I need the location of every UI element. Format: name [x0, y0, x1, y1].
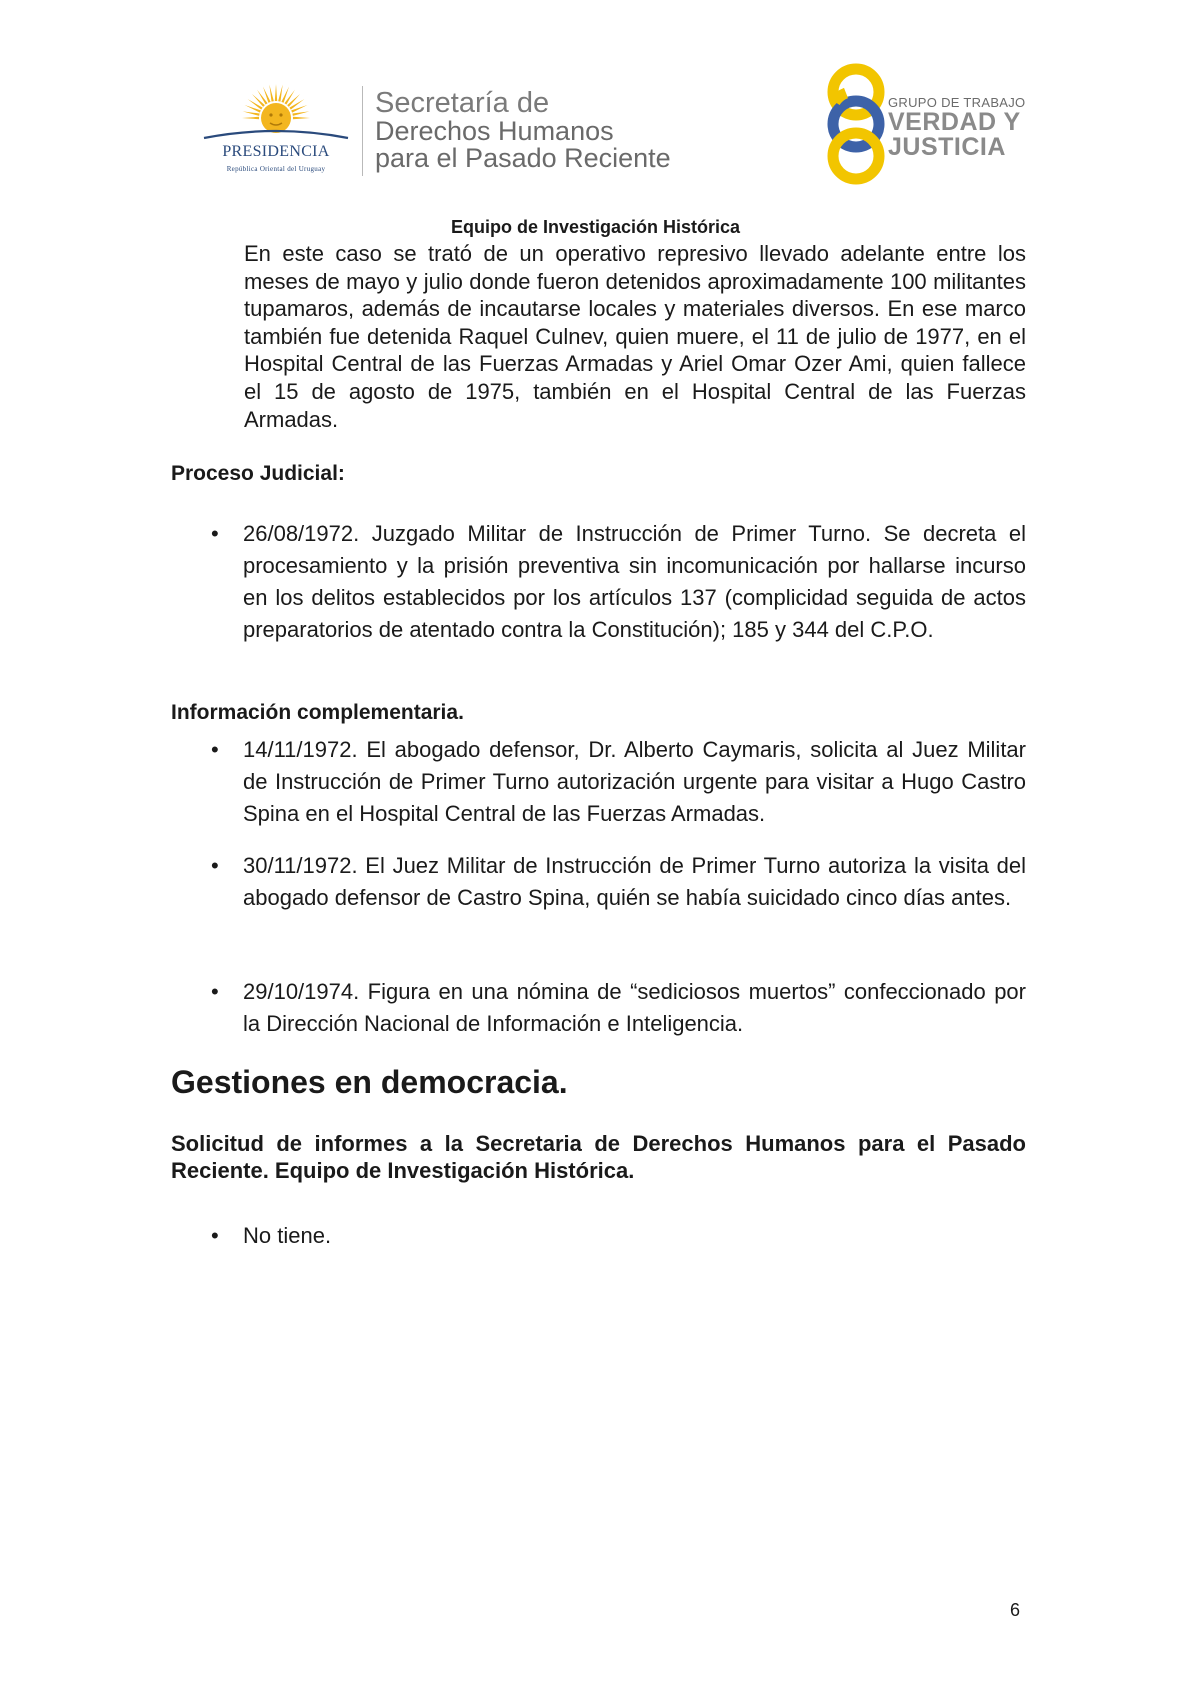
list-item-text: 30/11/1972. El Juez Militar de Instrucción de Primer Turno autoriza la visita del abogado defensor de Castro Spina, quién se había suicidado cinco días antes. [243, 853, 1026, 910]
secretaria-line-2: Derechos Humanos [375, 116, 614, 146]
bullet-icon: • [211, 1223, 219, 1248]
secretaria-line-1: Secretaría de [375, 87, 550, 119]
secretaria-line-3: para el Pasado Reciente [375, 143, 671, 173]
page-number: 6 [1010, 1600, 1021, 1620]
list-item-text: 26/08/1972. Juzgado Militar de Instrucción de Primer Turno. Se decreta el procesamiento y la prisión preventiva sin incomunicación por hallarse incurso en los delitos establecidos por los artículos 137 (complicidad seguida de actos preparatorios de atentado contra la Constitución); 185 y 344 del C.P.O. [243, 521, 1026, 642]
proceso-judicial-heading: Proceso Judicial: [171, 462, 345, 485]
presidencia-name: PRESIDENCIA [222, 143, 330, 160]
secretaria-logo-text [375, 88, 671, 172]
informacion-complementaria-heading: Información complementaria. [171, 701, 464, 724]
list-item-text: 14/11/1972. El abogado defensor, Dr. Alberto Caymaris, solicita al Juez Militar de Instrucción de Primer Turno autorización urgente para visitar a Hugo Castro Spina en el Hospital Central de las Fuerzas Armadas. [243, 737, 1026, 826]
team-title: Equipo de Investigación Histórica [450, 217, 741, 237]
grupo-trabajo-line-2: VERDAD Y [888, 108, 1021, 136]
presidencia-subtitle: República Oriental del Uruguay [226, 165, 326, 173]
grupo-trabajo-line-3: JUSTICIA [888, 133, 1006, 161]
grupo-trabajo-line-1: GRUPO DE TRABAJO [888, 95, 1026, 110]
bullet-icon: • [211, 979, 219, 1004]
presidencia-logo [196, 80, 356, 180]
sun-emblem-icon [196, 80, 356, 144]
gestiones-title: Gestiones en democracia. [171, 1064, 568, 1100]
solicitud-paragraph: Solicitud de informes a la Secretaria de Derechos Humanos para el Pasado Reciente. Equipo de Investigación Histórica. [171, 1131, 1026, 1183]
intro-paragraph: En este caso se trató de un operativo represivo llevado adelante entre los meses de mayo y julio donde fueron detenidos aproximadamente 100 militantes tupamaros, además de incautarse locales y materiales diversos. En ese marco también fue detenida Raquel Culnev, quien muere, el 11 de julio de 1977, en el Hospital Central de las Fuerzas Armadas y Ariel Omar Ozer Ami, quien fallece el 15 de agosto de 1975, también en el Hospital Central de las Fuerzas Armadas. [244, 241, 1026, 432]
bullet-icon: • [211, 521, 219, 546]
list-item-text: 29/10/1974. Figura en una nómina de “sediciosos muertos” confeccionado por la Dirección Nacional de Información e Inteligencia. [243, 979, 1026, 1036]
grupo-trabajo-text [888, 95, 1025, 160]
list-item-text: No tiene. [243, 1223, 332, 1248]
header-divider [362, 86, 363, 176]
bullet-icon: • [211, 737, 219, 762]
bullet-icon: • [211, 853, 219, 878]
